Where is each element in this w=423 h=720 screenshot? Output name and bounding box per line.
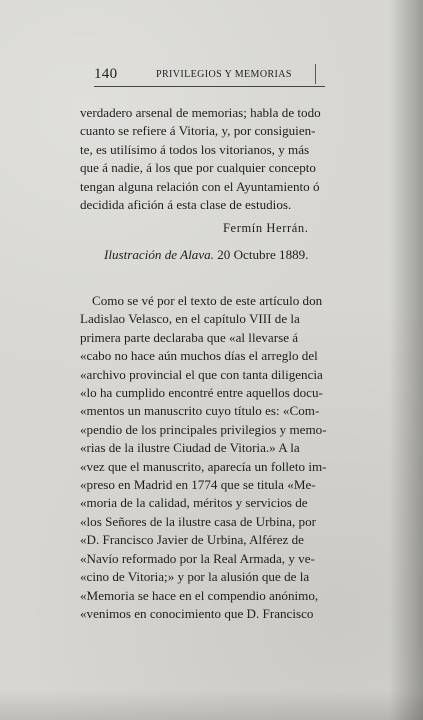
text-line: primera parte declaraba que «al llevarse á <box>80 329 299 345</box>
text-line: cuanto se refiere á Vitoria, y, por consiguien- <box>80 123 316 139</box>
text-line: «rias de la ilustre Ciudad de Vitoria.» A la <box>80 440 300 456</box>
text-line: «mentos un manuscrito cuyo título es: «Com- <box>80 403 320 419</box>
text-line: te, es utilísimo á todos los vitorianos, y más <box>80 141 310 157</box>
text-line: que á nadie, á los que por cualquier concepto <box>80 160 316 176</box>
text-line: «Memoria se hace en el compendio anónimo, <box>80 587 319 603</box>
page-binding-shadow <box>389 0 423 720</box>
text-line: «venimos en conocimiento que D. Francisco <box>80 605 314 621</box>
text-line: «los Señores de la ilustre casa de Urbina, por <box>80 513 316 529</box>
text-line: verdadero arsenal de memorias; habla de todo <box>80 105 321 120</box>
header-vertical-rule <box>315 64 316 84</box>
text-line: Como se vé por el texto de este artículo don <box>92 293 323 308</box>
text-line: «preso en Madrid en 1774 que se titula «Me- <box>80 477 316 493</box>
source-publication: Ilustración de Alava. <box>104 247 214 262</box>
main-paragraph <box>80 292 369 623</box>
page-number: 140 <box>94 66 118 82</box>
text-line: «Navío reformado por la Real Armada, y ve- <box>80 550 315 566</box>
running-head-title: PRIVILEGIOS Y MEMORIAS <box>156 69 292 80</box>
text-line: «cabo no hace aún muchos días el arreglo del <box>80 348 318 364</box>
text-line: «archivo provincial el que con tanta diligencia <box>80 366 323 382</box>
text-line: «cino de Vitoria;» y por la alusión que de la <box>80 569 310 585</box>
text-line: «pendio de los principales privilegios y memo- <box>80 421 327 437</box>
text-line: «lo ha cumplido encontré entre aquellos docu- <box>80 385 323 401</box>
source-citation <box>104 247 309 263</box>
text-line: tengan alguna relación con el Ayuntamiento ó <box>80 178 320 194</box>
page-bottom-shadow <box>0 690 423 720</box>
text-line: «vez que el manuscrito, aparecía un folleto im- <box>80 458 327 474</box>
text-line: Ladislao Velasco, en el capítulo VIII de la <box>80 311 300 327</box>
source-date: 20 Octubre 1889. <box>213 247 309 262</box>
text-line: decidida afición á esta clase de estudios. <box>80 197 292 213</box>
text-line: «D. Francisco Javier de Urbina, Alférez de <box>80 532 304 548</box>
running-head <box>94 66 325 87</box>
text-line: «moria de la calidad, méritos y servicios de <box>80 495 308 511</box>
quoted-paragraph <box>80 104 369 214</box>
author-signature: Fermín Herrán. <box>223 221 309 235</box>
